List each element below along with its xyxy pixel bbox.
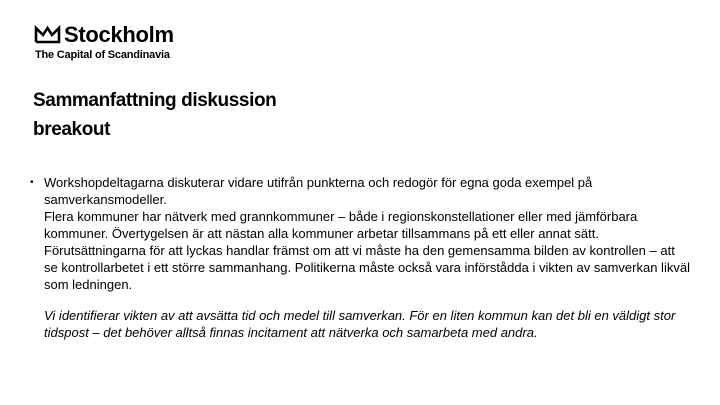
content-body: [30, 174, 690, 341]
title-line-1: Sammanfattning diskussion: [33, 90, 277, 111]
logo-name: Stockholm: [64, 22, 174, 47]
bullet-text: [44, 174, 690, 293]
logo-tagline: The Capital of Scandinavia: [35, 49, 170, 61]
crown-icon: [34, 25, 61, 45]
summary-note: Vi identifierar vikten av att avsätta tid och medel till samverkan. För en liten kommun kan det bli en väldigt stor tidspost – det behöver alltså finnas incitament att nätverka och samarbeta med andra.: [44, 308, 676, 340]
bullet-item: [30, 174, 690, 293]
bullet-paragraph-1: Workshopdeltagarna diskuterar vidare utifrån punkterna och redogör för egna goda exempel på samverkansmodeller.: [44, 175, 593, 207]
bullet-marker: •: [30, 177, 34, 188]
stockholm-logo: [34, 22, 174, 61]
title-line-2: breakout: [33, 119, 111, 140]
page-title: [33, 86, 276, 144]
bullet-paragraph-2: Flera kommuner har nätverk med grannkommuner – både i regionskonstellationer eller med jämförbara kommuner. Övertygelsen är att nästan alla kommuner arbetar tillsammans på ett eller annat sätt. Förutsättningarna för att lyckas handlar främst om att vi måste ha den gemensamma bilden av kontrollen – att se kontrollarbetet i ett större sammanhang. Politikerna måste också vara införstådda i vikten av samverkan likväl som ledningen.: [44, 209, 690, 292]
